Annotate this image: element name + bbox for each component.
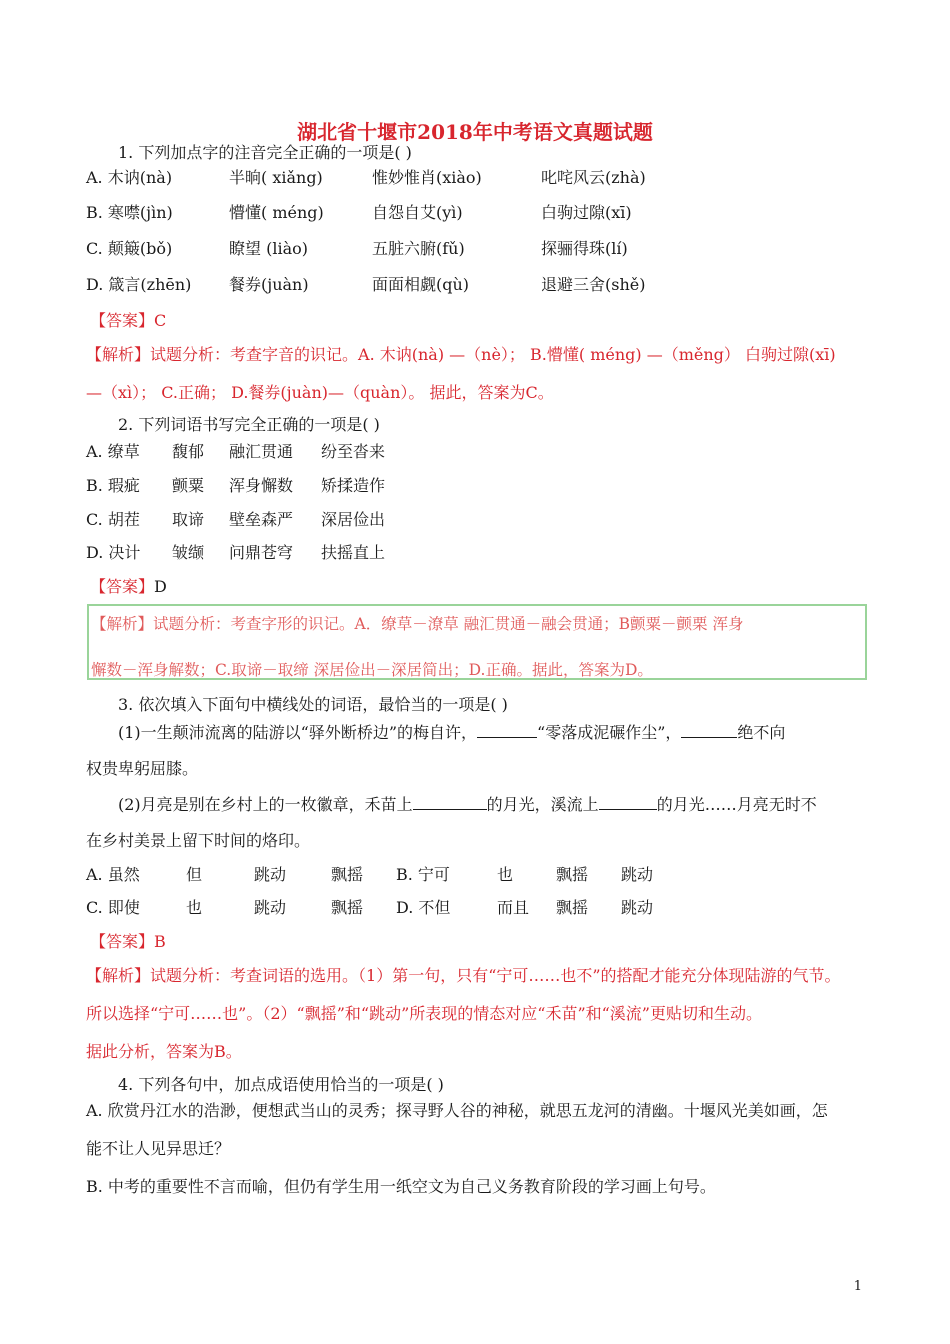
- q3-analysis: 【解析】试题分析：考查词语的选用。（1）第一句，只有“宁可……也不”的搭配才能充分体现陆游的气节。: [86, 966, 841, 985]
- answer-tag: 【答案】: [90, 577, 155, 596]
- q1-answer: [90, 311, 166, 331]
- q2-analysis: 【解析】试题分析：考查字形的识记。A．缭草－潦草 融汇贯通－融会贯通；B颤粟－颤栗 浑身: [91, 615, 744, 633]
- q4-option-a: A. 欣赏丹江水的浩渺，便想武当山的灵秀；探寻野人谷的神秘，就思五龙河的清幽。十堰风光美如画，怎: [86, 1101, 828, 1120]
- answer-value: C: [154, 311, 167, 330]
- q2-answer: [90, 577, 167, 597]
- q3-sentence-1: (1)一生颠沛流离的陆游以“驿外断桥边”的梅自许， “零落成泥碾作尘”， 绝不向: [118, 723, 786, 742]
- answer-value: D: [154, 577, 167, 596]
- q2-analysis-cont: 懈数－浑身解数；C.取谛－取缔 深居俭出－深居简出；D.正确。据此，答案为D。: [91, 661, 653, 679]
- q4-option-a-cont: 能不让人见异思迁？: [86, 1139, 231, 1158]
- q3-stem: 3. 依次填入下面句中横线处的词语，最恰当的一项是( ): [118, 695, 508, 714]
- q2-analysis-box: [87, 604, 867, 680]
- fill-blank: [599, 793, 657, 810]
- q3-sentence-2: (2)月亮是别在乡村上的一枚徽章，禾苗上 的月光，溪流上 的月光……月亮无时不: [118, 795, 817, 814]
- answer-tag: 【答案】: [90, 932, 155, 951]
- q4-option-b: B. 中考的重要性不言而喻，但仍有学生用一纸空文为自己义务教育阶段的学习画上句号。: [86, 1177, 716, 1196]
- answer-value: B: [154, 932, 166, 951]
- document-title: 湖北省十堰市2018年中考语文真题试题: [297, 120, 653, 144]
- q2-stem: 2. 下列词语书写完全正确的一项是( ): [118, 415, 380, 434]
- page-number: 1: [853, 1279, 862, 1294]
- q1-stem: 1. 下列加点字的注音完全正确的一项是( ): [118, 143, 412, 162]
- q4-stem: 4. 下列各句中，加点成语使用恰当的一项是( ): [118, 1075, 444, 1094]
- fill-blank: [477, 721, 537, 738]
- q1-analysis: 【解析】试题分析：考查字音的识记。A. 木讷(nà) —（nè）； B.懵懂( méng) —（měng） 白驹过隙(xī): [86, 345, 836, 364]
- q1-analysis-cont: —（xì）； C.正确； D.餐券(juàn)—（quàn）。 据此，答案为C。: [86, 383, 554, 402]
- q3-answer: [90, 932, 166, 952]
- q3-sentence-1-cont: 权贵卑躬屈膝。: [86, 759, 199, 778]
- q3-sentence-2-cont: 在乡村美景上留下时间的烙印。: [86, 831, 311, 850]
- fill-blank: [413, 793, 487, 810]
- fill-blank: [681, 721, 737, 738]
- q3-analysis-cont: 所以选择“宁可……也”。（2）“飘摇”和“跳动”所表现的情态对应“禾苗”和“溪流”更贴切和生动。: [86, 1004, 762, 1023]
- q3-analysis-cont-2: 据此分析，答案为B。: [86, 1042, 242, 1061]
- document-page: 湖北省十堰市2018年中考语文真题试题 1. 下列加点字的注音完全正确的一项是( ) A. 木讷(nà) 半晌( xiǎng) 惟妙惟肖(xiào) 叱咤风云(zhà) B. 寒噤(jìn) 懵懂( méng) 自怨自艾(yì) 白驹过隙(xī) C. 颠簸(bǒ) 瞭望 (liào) 五脏六腑(fǔ) 探骊得珠(lí) D. 箴言(zhēn) 餐券(juàn) 面面相觑(qù) 退避三舍(shě) 【答案】C 【解析】试题分析：考查字音的识记。A. 木讷(nà) —（nè）； B.懵懂( méng) —（měng） 白驹过隙(xī) —（xì）； C.正确； D.餐券(juàn)—（quàn）。 据此，答案为C。 2. 下列词语书写完全正确的一项是( ) A. 缭草 馥郁 融汇贯通 纷至沓来 B. 瑕疵 颤粟 浑身懈数 矫揉造作 C. 胡茬 取谛 壁垒森严 深居俭出 D. 决计 皱缬 问鼎苍穹 扶摇直上 【答案】D 【解析】试题分析：考查字形的识记。A．缭草－潦草 融汇贯通－融会贯通；B颤粟－颤栗 浑身 懈数－浑身解数；C.取谛－取缔 深居俭出－深居简出；D.正确。据此，答案为D。 3. 依次填入下面句中横线处的词语，最恰当的一项是( ) (1)一生颠沛流离的陆游以“驿外断桥边”的梅自许， “零落成泥碾作尘”， 绝不向 权贵卑躬屈膝。 (2)月亮是别在乡村上的一枚徽章，禾苗上 的月光，溪流上 的月光……月亮无时不 在乡村美景上留下时间的烙印。 A. 虽然 但 跳动 飘摇 B. 宁可 也 飘摇 跳动 C. 即使 也 跳动 飘摇 D. 不但 而且 飘摇 跳动 【答案】B 【解析】试题分析：考查词语的选用。（1）第一句，只有“宁可……也不”的搭配才能充分体现陆游的气节。 所以选择“宁可……也”。（2）“飘摇”和“跳动”所表现的情态对应“禾苗”和“溪流”更贴切和生动。 据此分析，答案为B。 4. 下列各句中，加点成语使用恰当的一项是( ) A. 欣赏丹江水的浩渺，便想武当山的灵秀；探寻野人谷的神秘，就思五龙河的清幽。十堰风光美如画，怎 能不让人见异思迁？ B. 中考的重要性不言而喻，但仍有学生用一纸空文为自己义务教育阶段的学习画上句号。 1: [0, 0, 950, 1344]
- answer-tag: 【答案】: [90, 311, 155, 330]
